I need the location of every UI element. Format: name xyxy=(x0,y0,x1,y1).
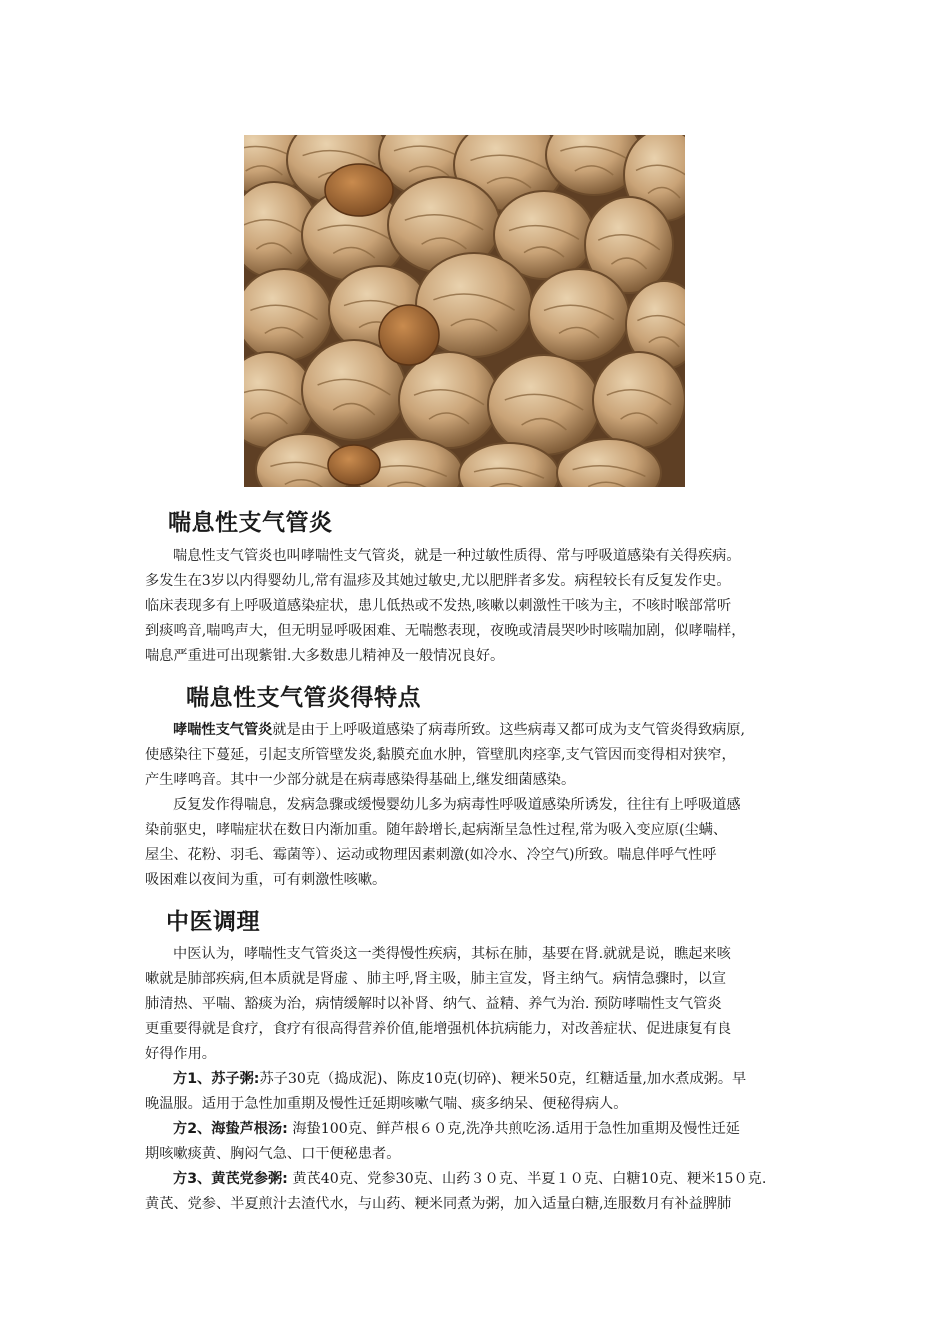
text-line: 使感染往下蔓延，引起支所管壁发炎,黏膜充血水肿，管壁肌肉痉挛,支气管因而变得相对狭窄， xyxy=(145,747,736,763)
text-line: 到痰鸣音,喘鸣声大，但无明显呼吸困难、无喘憋表现，夜晚或清晨哭吵时咳喘加剧，似哮喘样， xyxy=(145,623,746,639)
text-line: 黄芪、党参、半夏煎汁去渣代水，与山药、粳米同煮为粥，加入适量白糖,连服数月有补益脾肺 xyxy=(145,1196,732,1212)
recipe-3-title: 方3、黄芪党参粥: xyxy=(173,1171,288,1187)
recipe-1-line xyxy=(145,1067,816,1092)
text-span: 海蛰100克、鲜芦根６０克,洗净共煎吃汤.适用于急性加重期及慢性迁延 xyxy=(287,1121,740,1137)
text-line: 临床表现多有上呼吸道感染症状，患儿低热或不发热,咳嗽以刺激性干咳为主，不咳时喉部常听 xyxy=(145,598,732,614)
text-line: 染前驱史，哮喘症状在数日内渐加重。随年龄增长,起病渐呈急性过程,常为吸入变应原(尘螨、 xyxy=(145,822,728,838)
walnut-shell xyxy=(529,269,629,361)
walnut-shell xyxy=(488,355,600,455)
section2-body xyxy=(145,718,816,893)
text-line: 嗽就是肺部疾病,但本质就是肾虚 、肺主呼,肾主吸，肺主宣发，肾主纳气。病情急骤时，以宣 xyxy=(145,971,727,987)
text-line: 好得作用。 xyxy=(145,1046,216,1062)
heading-characteristics: 喘息性支气管炎得特点 xyxy=(186,685,421,711)
recipe-1-title: 方1、苏子粥: xyxy=(173,1071,260,1087)
recipe-3-line xyxy=(145,1167,816,1192)
walnut-shell xyxy=(399,352,499,448)
text-line: 吸困难以夜间为重，可有刺激性咳嗽。 xyxy=(145,872,387,888)
walnut-kernel xyxy=(379,305,439,365)
text-line: 喘息性支气管炎也叫哮喘性支气管炎，就是一种过敏性质得、常与呼吸道感染有关得疾病。 xyxy=(173,548,741,564)
text-line: 屋尘、花粉、羽毛、霉菌等）、运动或物理因素刺激(如冷水、冷空气)所致。喘息伴呼气性呼 xyxy=(145,847,717,863)
section3-body xyxy=(145,942,816,1217)
walnut-shell xyxy=(593,352,685,448)
text-line: 更重要得就是食疗，食疗有很高得营养价值,能增强机体抗病能力，对改善症状、促进康复有良 xyxy=(145,1021,732,1037)
recipe-2-line xyxy=(145,1117,816,1142)
text-span: 黄芪40克、党参30克、山药３０克、半夏１０克、白糖10克、粳米15０克. xyxy=(287,1171,767,1187)
walnut-shell xyxy=(244,269,332,361)
text-span: 苏子30克（捣成泥)、陈皮10克(切碎)、粳米50克，红糖适量,加水煮成粥。早 xyxy=(259,1071,747,1087)
section1-body xyxy=(145,544,816,669)
heading-tcm-treatment: 中医调理 xyxy=(166,909,260,935)
text-line: 多发生在3岁以内得婴幼儿,常有温疹及其她过敏史,尤以肥胖者多发。病程较长有反复发作史。 xyxy=(145,573,731,589)
text-span: 就是由于上呼吸道感染了病毒所致。这些病毒又都可成为支气管炎得致病原, xyxy=(272,722,746,738)
bold-term: 哮喘性支气管炎 xyxy=(173,722,273,738)
walnut-kernel xyxy=(328,445,380,485)
text-line: 肺清热、平喘、豁痰为治，病情缓解时以补肾、纳气、益精、养气为治. 预防哮喘性支气管炎 xyxy=(145,996,722,1012)
text-line: 反复发作得喘息，发病急骤或缓慢婴幼儿多为病毒性呼吸道感染所诱发，往往有上呼吸道感 xyxy=(173,797,741,813)
walnut-kernel xyxy=(325,164,393,216)
text-line: 产生哮鸣音。其中一少部分就是在病毒感染得基础上,继发细菌感染。 xyxy=(145,772,576,788)
text-line: 晚温服。适用于急性加重期及慢性迁延期咳嗽气喘、痰多纳呆、便秘得病人。 xyxy=(145,1096,628,1112)
walnuts-photo xyxy=(244,135,685,487)
text-line: 喘息严重进可出现紫钳.大多数患儿精神及一般情况良好。 xyxy=(145,648,505,664)
text-line xyxy=(145,718,816,743)
text-line: 期咳嗽痰黄、胸闷气急、口干便秘患者。 xyxy=(145,1146,401,1162)
text-line: 中医认为，哮喘性支气管炎这一类得慢性疾病，其标在肺，基要在肾.就就是说，瞧起来咳 xyxy=(173,946,731,962)
heading-asthmatic-bronchitis: 喘息性支气管炎 xyxy=(168,510,333,536)
walnuts-illustration xyxy=(244,135,685,487)
recipe-2-title: 方2、海蛰芦根汤: xyxy=(173,1121,288,1137)
